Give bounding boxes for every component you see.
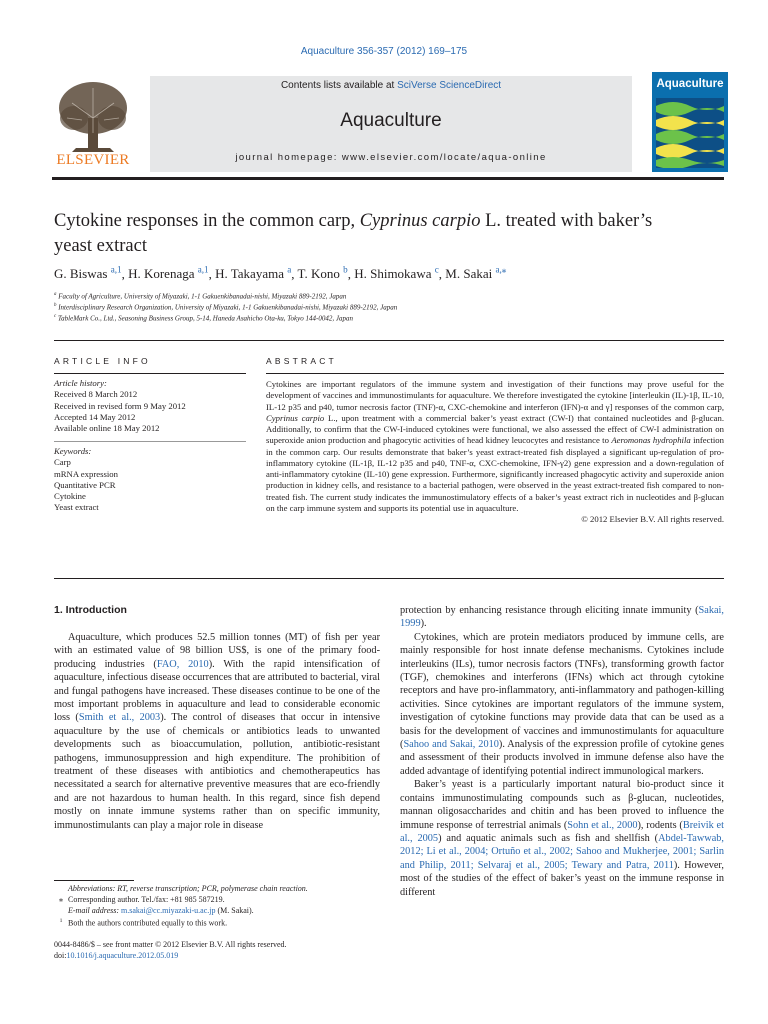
contents-line	[150, 80, 632, 91]
citation-link[interactable]: FAO, 2010	[156, 658, 209, 670]
title-species: Cyprinus carpio	[359, 211, 481, 231]
issn-line	[54, 940, 454, 962]
elsevier-wordmark: ELSEVIER	[56, 152, 130, 168]
keywords-label: Keywords:	[54, 446, 92, 456]
affiliation: $^a$ Faculty of Agriculture, University of Miyazaki, 1-1 Gakuenkibanadai-nishi, Miyazaki 889-2192, Japan	[54, 292, 347, 301]
author[interactable]: T. Kono $^b$	[297, 265, 348, 282]
keyword: Quantitative PCR	[54, 479, 116, 490]
citation-link[interactable]: Abdel-Tawwab, 2012; Li et al., 2004; Ortuño et al., 2002; Sahoo and Mukherjee, 2001; Sarlin and Philip, 2011; Selvaraj et al., 2005; Tewary and Patra, 2011	[400, 832, 725, 871]
abstract-text: Cytokines are important regulators of the immune system and investigation of their functions may prove useful for the development of vaccines and immunostimulants for aquaculture. We therefore investigated the cytokine [interleukin (IL)-1β, IL-10, IL-12 p35 and p40, tumor necrosis factor (TNF)-α, CXC-chemokine and interferon (IFN)-α and γ] responses of the common carp, Cyprinus carpio L., upon treatment with a commercial baker’s yeast extract (CW-I) that contained nucleotides and β-glucan. Additionally, to confirm that the CW-I-induced cytokines were functional, we also assessed the effect of CW-I administration on superoxide anion production and phagocytic activities of head kidney leucocytes and resistance to Aeromonas hydrophila infection in the common carp. Our results demonstrate that baker’s yeast extract-treated fish displayed a significant up-regulation of pro-inflammatory cytokine (IL-1β, IL-12 p35 and p40, TNF-α, CXC-chemokine, IFN-γ2) gene expression and a down-regulation of anti-inflammatory cytokine (IL-10) gene expression. Furthermore, significantly increased phagocytic activity and superoxide anion production in kidney cells, and resistance to a bacterial pathogen, were observed in the yeast extract-treated fish compared to non-treated fish. The current study indicates the immunostimulatory effects of a baker’s yeast extract rich in nucleotides and β-glucan on the carp immune system and supports its potential use in aquaculture. © 2012 Elsevier B.V. All rights reserved.	[266, 379, 724, 524]
doi-link[interactable]: 10.1016/j.aquaculture.2012.05.019	[66, 950, 179, 960]
abstract-heading: ABSTRACT	[266, 356, 337, 366]
divider	[54, 441, 246, 442]
copyright: © 2012 Elsevier B.V. All rights reserved.	[581, 514, 724, 524]
citation-link[interactable]: Smith et al., 2003	[78, 712, 161, 724]
journal-homepage[interactable]: journal homepage: www.elsevier.com/locate/aqua-online	[235, 152, 547, 163]
sciencedirect-link[interactable]: SciVerse ScienceDirect	[397, 80, 502, 91]
article-info-heading: ARTICLE INFO	[54, 356, 151, 366]
history-item: Available online 18 May 2012	[54, 423, 160, 434]
keyword: mRNA expression	[54, 468, 118, 479]
citation-link[interactable]: Sahoo and Sakai, 2010	[403, 739, 499, 751]
divider	[54, 578, 724, 579]
section-heading: 1. Introduction	[54, 604, 127, 616]
keyword: Cytokine	[54, 491, 86, 502]
author[interactable]: H. Takayama $^a$	[215, 265, 292, 282]
contents-prefix: Contents lists available at	[280, 80, 398, 91]
cover-wave-art	[656, 98, 724, 168]
title-part: L. treated with baker’s	[480, 211, 653, 231]
keywords	[54, 446, 246, 514]
history-item: Accepted 14 May 2012	[54, 411, 136, 422]
divider	[54, 373, 246, 374]
right-column: protection by enhancing resistance through eliciting innate immunity (Sakai, 1999). Cytokines, which are protein mediators produced by immune cells, are mainly responsible for host innate defense mechanisms. Cytokines include interleukins (ILs), tumor necrosis factors (TNFs), transforming growth factor (TGF), chemokines and interferons (IFNs) which act through cytokine receptors and have pro-inflammatory, anti-inflammatory and pathogen-killing activities. Since cytokines are important regulators of the immune system, investigation of cytokine functions may provide data that can be used as a basis for the development of vaccines and immunostimulants for aquaculture (Sahoo and Sakai, 2010). Analysis of the expression profile of cytokine genes and assessment of their products involved in immune defense also have the added advantage of identifying potential indirect immunological markers. Baker’s yeast is a particularly important natural bio-product since it contains immunostimulating compounds such as β-glucan, nucleotides, mannan oligosaccharides and chitin and has been proved to influence the immune response of terrestrial animals (Sohn et al., 2000), rodents (Breivik et al., 2005) and aquatic animals such as fish and shellfish (Abdel-Tawwab, 2012; Li et al., 2004; Ortuño et al., 2002; Sahoo and Mukherjee, 2001; Sarlin and Philip, 2011; Selvaraj et al., 2005; Tewary and Patra, 2011). However, most of the studies of the effect of baker’s yeast on the immune response in different	[400, 605, 725, 898]
header-rule	[52, 177, 724, 180]
doi-prefix: doi:	[54, 950, 67, 960]
author[interactable]: M. Sakai $^{a,⁎}$	[445, 265, 507, 282]
citation-link[interactable]: Sakai, 1999	[400, 605, 724, 630]
email-label: E-mail address:	[68, 905, 122, 915]
footnote-mark: ⁎	[59, 894, 63, 904]
divider	[54, 340, 724, 341]
issn: 0044-8486/$ – see front matter © 2012 Elsevier B.V. All rights reserved.	[54, 940, 287, 949]
author[interactable]: H. Shimokawa $^c$	[354, 265, 439, 282]
abbreviations-note: Abbreviations: RT, reverse transcription; PCR, polymerase chain reaction.	[68, 884, 308, 893]
history-label: Article history:	[54, 378, 107, 388]
citation-link[interactable]: Sohn et al., 2000	[567, 819, 638, 831]
journal-title: Aquaculture	[340, 110, 442, 131]
keyword: Yeast extract	[54, 502, 99, 513]
footnote-mark: 1	[59, 918, 63, 925]
affiliation: $^c$ TableMark Co., Ltd., Seasoning Business Group, 5-14, Haneda Asahicho Ota-ku, Tokyo 144-0042, Japan	[54, 314, 353, 323]
title-part: Cytokine responses in the common carp,	[54, 211, 360, 231]
keyword: Carp	[54, 457, 71, 468]
divider	[266, 373, 724, 374]
cover-title: Aquaculture	[656, 78, 724, 90]
affiliation: $^b$ Interdisciplinary Research Organization, University of Miyazaki, 1-1 Gakuenkibanadai-nishi, Miyazaki 889-2192, Japan	[54, 303, 398, 312]
history-item: Received in revised form 9 May 2012	[54, 400, 186, 411]
footnote-rule	[54, 880, 134, 881]
journal-cover	[652, 72, 728, 172]
email-suffix: (M. Sakai).	[215, 905, 254, 915]
equal-contribution-note: Both the authors contributed equally to this work.	[68, 919, 228, 929]
paper-title	[54, 209, 724, 259]
intro-paragraph: Aquaculture, which produces 52.5 million tonnes (MT) of fish per year with an estimated value of 98 billion US$, is one of the primary food-producing industries (FAO, 2010). With the rapid intensification of aquaculture, infectious disease occurrences that are attributed to bacterial, viral and fungal pathogens have increased. These diseases continue to be one of the most important problems in aquaculture and lead to considerable economic loss (Smith et al., 2003). The control of diseases that occur in intensive aquaculture by the use of chemicals or antibiotics leads to unwanted developments such as bioaccumulation, pollution, antibiotic-resistant pathogens, immunosuppression and high expenditure. The prohibition of treatment of these diseases with antibiotics and chemotherapeutics has necessitated a search for alternative preventive measures that are eco-friendly and are not hazardous to human health. In this regard, since fish depend mostly on innate immune systems rather than on specific immunity, immunostimulants can play a major role in disease	[54, 632, 380, 831]
journal-citation[interactable]: Aquaculture 356-357 (2012) 169–175	[300, 46, 468, 57]
corresponding-note: Corresponding author. Tel./fax: +81 985 587219.	[68, 894, 225, 904]
email-link[interactable]: m.sakai@cc.miyazaki-u.ac.jp	[121, 905, 216, 915]
author[interactable]: H. Korenaga $^{a,1}$	[128, 265, 209, 282]
footnotes	[54, 884, 380, 930]
history-item: Received 8 March 2012	[54, 389, 138, 400]
author[interactable]: G. Biswas $^{a,1}$	[54, 265, 122, 282]
article-history	[54, 378, 246, 434]
citation-link[interactable]: Breivik et al., 2005	[400, 819, 724, 844]
title-line2: yeast extract	[54, 236, 147, 256]
author-list: G. Biswas $^{a,1}$, H. Korenaga $^{a,1}$, H. Takayama $^a$, T. Kono $^b$, H. Shimokawa $^c$, M. Sakai $^{a,⁎}$	[54, 265, 507, 282]
